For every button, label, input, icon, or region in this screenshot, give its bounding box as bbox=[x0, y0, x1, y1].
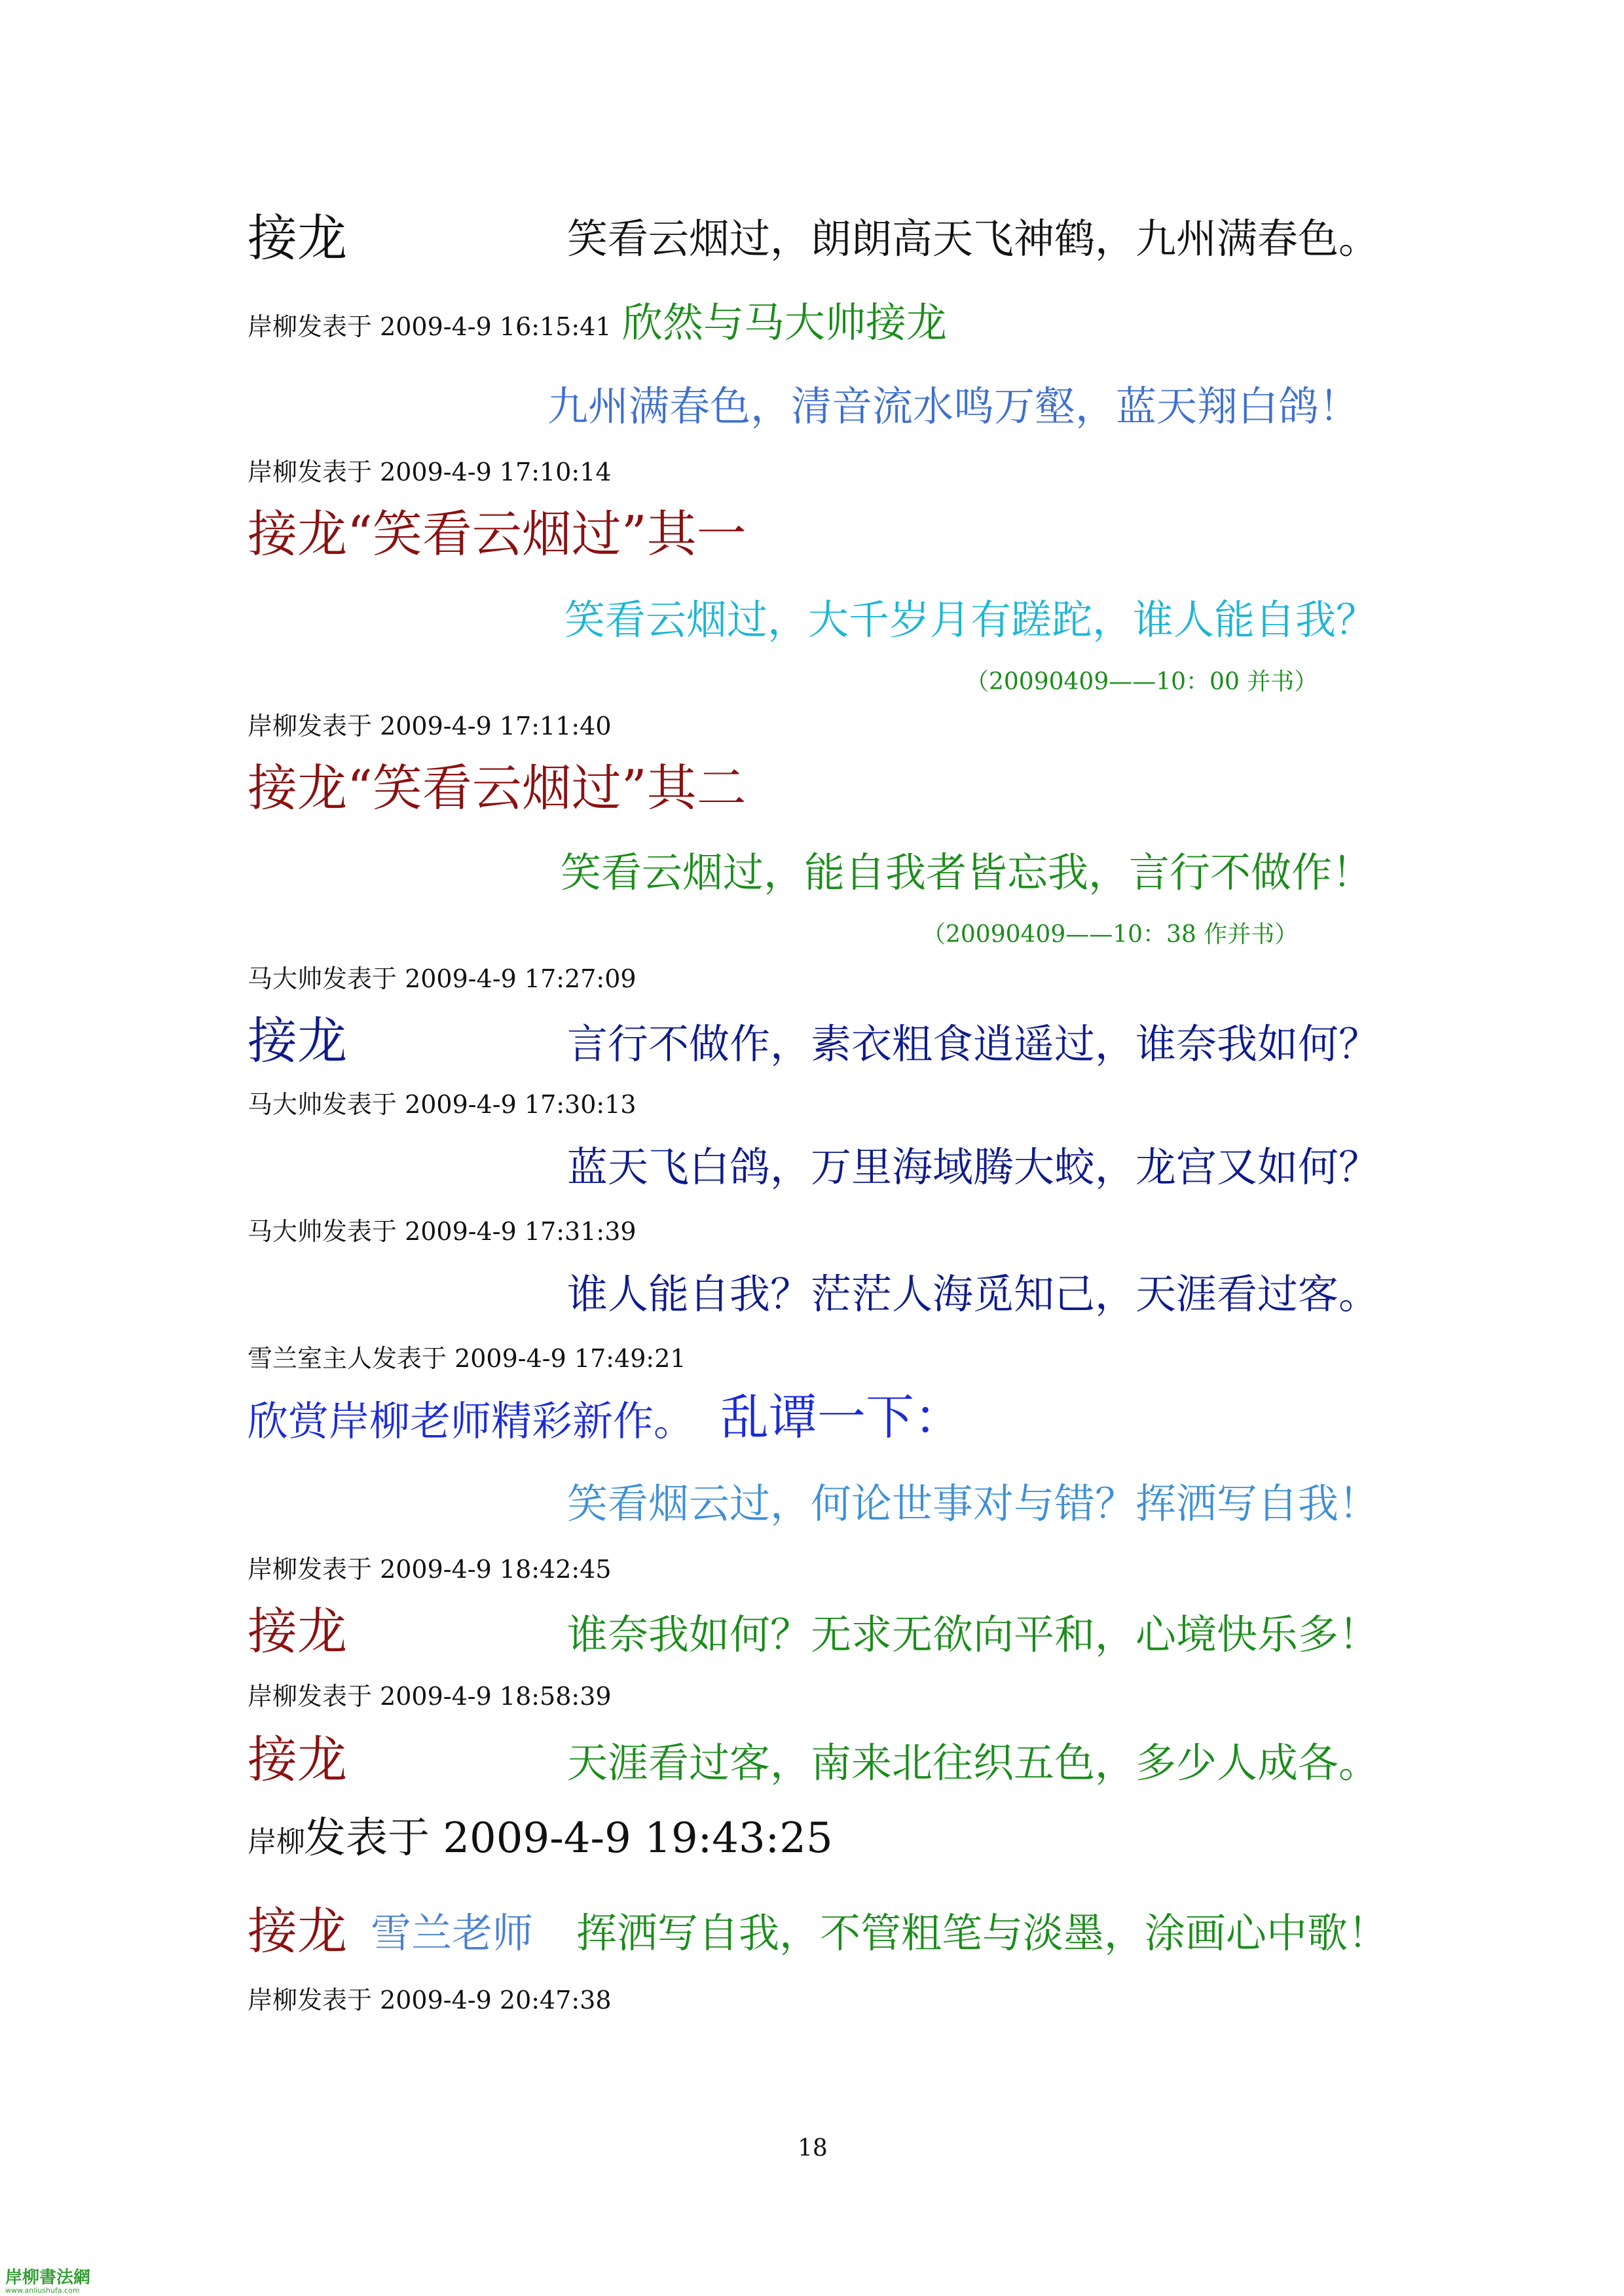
post-meta: 马大帅发表于 2009-4-9 17:30:13 bbox=[248, 1090, 637, 1119]
post-meta: 马大帅发表于 2009-4-9 17:27:09 bbox=[248, 964, 637, 993]
post-meta: 雪兰室主人发表于 2009-4-9 17:49:21 bbox=[248, 1344, 686, 1373]
comment-heading: 乱谭一下： bbox=[720, 1389, 963, 1446]
addressee: 雪兰老师 bbox=[371, 1909, 534, 1957]
entry-title: 接龙 bbox=[248, 1730, 347, 1789]
verse-line: 言行不做作，素衣粗食逍遥过，谁奈我如何？ bbox=[567, 1020, 1380, 1068]
entry-title: 接龙 bbox=[248, 209, 347, 267]
verse-line: 谁人能自我？茫茫人海觅知己，天涯看过客。 bbox=[567, 1270, 1380, 1318]
date-note: （20090409——10：38 作并书） bbox=[922, 921, 1299, 948]
verse-line: 蓝天飞白鸽，万里海域腾大蛟，龙宫又如何？ bbox=[567, 1143, 1380, 1191]
page-number: 18 bbox=[798, 2135, 828, 2162]
post-meta: 岸柳发表于 2009-4-9 18:58:39 bbox=[248, 1682, 612, 1711]
verse-line: 九州满春色，清音流水鸣万壑，蓝天翔白鸽！ bbox=[547, 382, 1360, 430]
entry-title: 接龙“笑看云烟过”其二 bbox=[248, 759, 747, 817]
watermark-url: www.anliushufa.com bbox=[5, 2286, 80, 2295]
entry-title: 接龙 bbox=[248, 1602, 347, 1660]
verse-line: 挥洒写自我，不管粗笔与淡墨，涂画心中歌！ bbox=[576, 1909, 1389, 1957]
post-meta: 岸柳发表于 2009-4-9 18:42:45 bbox=[248, 1555, 612, 1584]
post-meta: 岸柳发表于 2009-4-9 17:11:40 bbox=[248, 712, 612, 740]
post-meta: 岸柳发表于 2009-4-9 17:10:14 bbox=[248, 458, 612, 486]
verse-line: 天涯看过客，南来北往织五色，多少人成各。 bbox=[567, 1739, 1380, 1787]
verse-line: 笑看云烟过，大千岁月有蹉跎，谁人能自我？ bbox=[564, 596, 1377, 644]
post-meta-large: 发表于 2009-4-9 19:43:25 bbox=[304, 1814, 833, 1863]
watermark-text: 岸柳書法網 bbox=[5, 2268, 91, 2287]
post-meta: 岸柳发表于 2009-4-9 20:47:38 bbox=[248, 1986, 612, 2014]
date-note: （20090409——10：00 并书） bbox=[965, 668, 1318, 695]
comment-text: 欣赏岸柳老师精彩新作。 bbox=[248, 1397, 695, 1445]
aside-note: 欣然与马大帅接龙 bbox=[622, 299, 948, 346]
post-meta-author: 岸柳 bbox=[248, 1825, 305, 1859]
verse-line: 谁奈我如何？无求无欲向平和，心境快乐多！ bbox=[567, 1611, 1380, 1658]
verse-line: 笑看烟云过，何论世事对与错？挥洒写自我！ bbox=[567, 1480, 1380, 1527]
entry-title: 接龙 bbox=[248, 1902, 347, 1960]
post-meta: 岸柳发表于 2009-4-9 16:15:41 bbox=[248, 312, 612, 341]
entry-title: 接龙“笑看云烟过”其一 bbox=[248, 505, 747, 563]
verse-line: 笑看云烟过，能自我者皆忘我，言行不做作！ bbox=[561, 848, 1373, 896]
entry-title: 接龙 bbox=[248, 1011, 347, 1070]
watermark-logo bbox=[5, 2269, 90, 2294]
post-meta: 马大帅发表于 2009-4-9 17:31:39 bbox=[248, 1217, 637, 1246]
verse-line: 笑看云烟过，朗朗高天飞神鹤，九州满春色。 bbox=[567, 215, 1380, 263]
